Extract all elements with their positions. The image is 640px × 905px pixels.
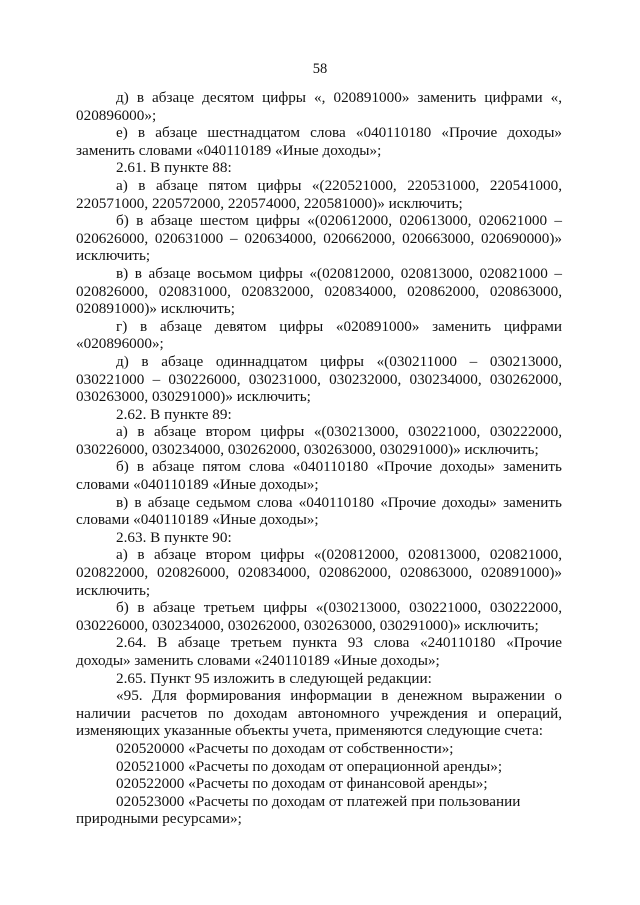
paragraph: а) в абзаце втором цифры «(020812000, 020813000, 020821000, 020822000, 020826000, 020834000, 020862000, 020863000, 020891000)» исключить; [76,546,562,599]
page-number: 58 [312,61,328,77]
paragraph: 020523000 «Расчеты по доходам от платежей при пользовании природными ресурсами»; [76,792,521,828]
paragraph: 020520000 «Расчеты по доходам от собственности»; [116,739,454,757]
paragraph: б) в абзаце третьем цифры «(030213000, 030221000, 030222000, 030226000, 030234000, 030262000, 030263000, 030291000)» исключить; [76,599,562,634]
paragraph: 020521000 «Расчеты по доходам от операционной аренды»; [116,757,503,775]
paragraph: 2.65. Пункт 95 изложить в следующей редакции: [116,669,432,687]
paragraph: б) в абзаце пятом слова «040110180 «Прочие доходы» заменить словами «040110189 «Иные доходы»; [76,458,562,494]
paragraph: в) в абзаце седьмом слова «040110180 «Прочие доходы» заменить словами «040110189 «Иные доходы»; [76,493,562,529]
paragraph: б) в абзаце шестом цифры «(020612000, 020613000, 020621000 – 020626000, 020631000 – 020634000, 020662000, 020663000, 020690000)» исключить; [76,212,562,265]
paragraph: «95. Для формирования информации в денежном выражении о наличии расчетов по доходам автономного учреждения и операций, изменяющих указанные объекты учета, применяются следующие счета: [76,687,562,740]
paragraph: д) в абзаце десятом цифры «, 020891000» заменить цифрами «, 020896000»; [76,89,562,124]
paragraph: 2.61. В пункте 88: [116,159,232,177]
paragraph: в) в абзаце восьмом цифры «(020812000, 020813000, 020821000 – 020826000, 020831000, 020832000, 020834000, 020862000, 020863000, 020891000)» исключить; [76,264,562,318]
paragraph: 2.62. В пункте 89: [116,405,232,423]
document-body [76,89,562,828]
paragraph: 020522000 «Расчеты по доходам от финансовой аренды»; [116,775,488,793]
paragraph: 2.64. В абзаце третьем пункта 93 слова «240110180 «Прочие доходы» заменить словами «240110189 «Иные доходы»; [76,634,562,669]
paragraph: е) в абзаце шестнадцатом слова «040110180 «Прочие доходы» заменить словами «040110189 «Иные доходы»; [76,124,562,159]
paragraph: д) в абзаце одиннадцатом цифры «(030211000 – 030213000, 030221000 – 030226000, 030231000, 030232000, 030234000, 030262000, 030263000, 030291000)» исключить; [76,352,562,406]
paragraph: 2.63. В пункте 90: [116,528,232,546]
paragraph: а) в абзаце пятом цифры «(220521000, 220531000, 220541000, 220571000, 220572000, 220574000, 220581000)» исключить; [76,176,562,212]
paragraph: г) в абзаце девятом цифры «020891000» заменить цифрами «020896000»; [76,317,562,353]
paragraph: а) в абзаце втором цифры «(030213000, 030221000, 030222000, 030226000, 030234000, 030262000, 030263000, 030291000)» исключить; [76,423,562,458]
